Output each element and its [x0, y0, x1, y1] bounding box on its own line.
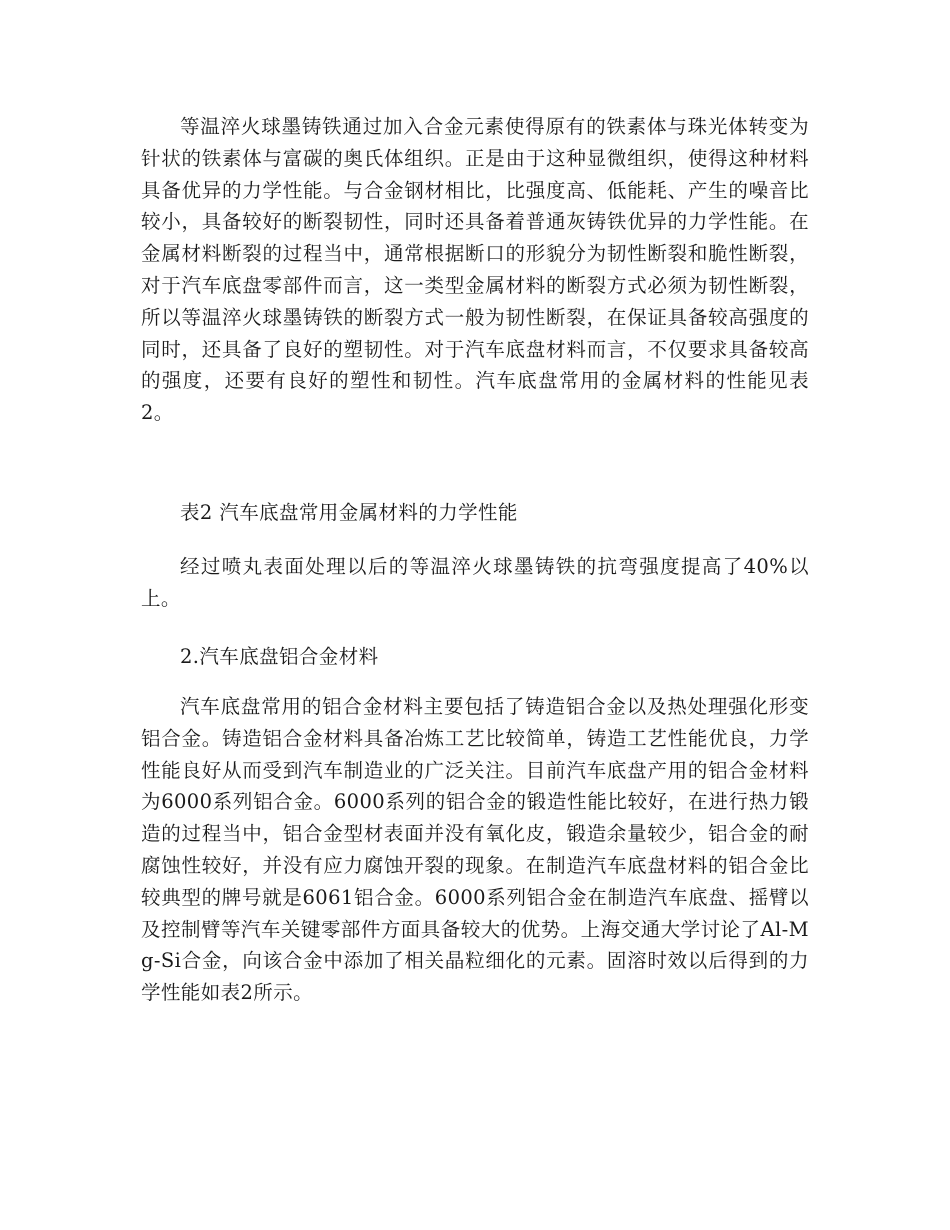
- body-paragraph-adi-properties: 等温淬火球墨铸铁通过加入合金元素使得原有的铁素体与珠光体转变为针状的铁素体与富碳的奥氏体组织。正是由于这种显微组织，使得这种材料具备优异的力学性能。与合金钢材相比，比强度高、低能耗、产生的噪音比较小，具备较好的断裂韧性，同时还具备着普通灰铸铁优异的力学性能。在金属材料断裂的过程当中，通常根据断口的形貌分为韧性断裂和脆性断裂，对于汽车底盘零部件而言，这一类型金属材料的断裂方式必须为韧性断裂，所以等温淬火球墨铸铁的断裂方式一般为韧性断裂，在保证具备较高强度的同时，还具备了良好的塑韧性。对于汽车底盘材料而言，不仅要求具备较高的强度，还要有良好的塑性和韧性。汽车底盘常用的金属材料的性能见表2。: [141, 115, 809, 425]
- table-caption: 表2 汽车底盘常用金属材料的力学性能: [180, 501, 518, 524]
- body-paragraph-aluminum-alloy: 汽车底盘常用的铝合金材料主要包括了铸造铝合金以及热处理强化形变铝合金。铸造铝合金材料具备冶炼工艺比较简单，铸造工艺性能优良，力学性能良好从而受到汽车制造业的广泛关注。目前汽车底盘产用的铝合金材料为6000系列铝合金。6000系列的铝合金的锻造性能比较好，在进行热力锻造的过程当中，铝合金型材表面并没有氧化皮，锻造余量较少，铝合金的耐腐蚀性较好，并没有应力腐蚀开裂的现象。在制造汽车底盘材料的铝合金比较典型的牌号就是6061铝合金。6000系列铝合金在制造汽车底盘、摇臂以及控制臂等汽车关键零部件方面具备较大的优势。上海交通大学讨论了Al-Mg-Si合金，向该合金中添加了相关晶粒细化的元素。固溶时效以后得到的力学性能如表2所示。: [141, 695, 809, 1005]
- section-heading: 2.汽车底盘铝合金材料: [180, 645, 379, 668]
- body-paragraph-shot-peening: 经过喷丸表面处理以后的等温淬火球墨铸铁的抗弯强度提高了40%以上。: [141, 555, 809, 610]
